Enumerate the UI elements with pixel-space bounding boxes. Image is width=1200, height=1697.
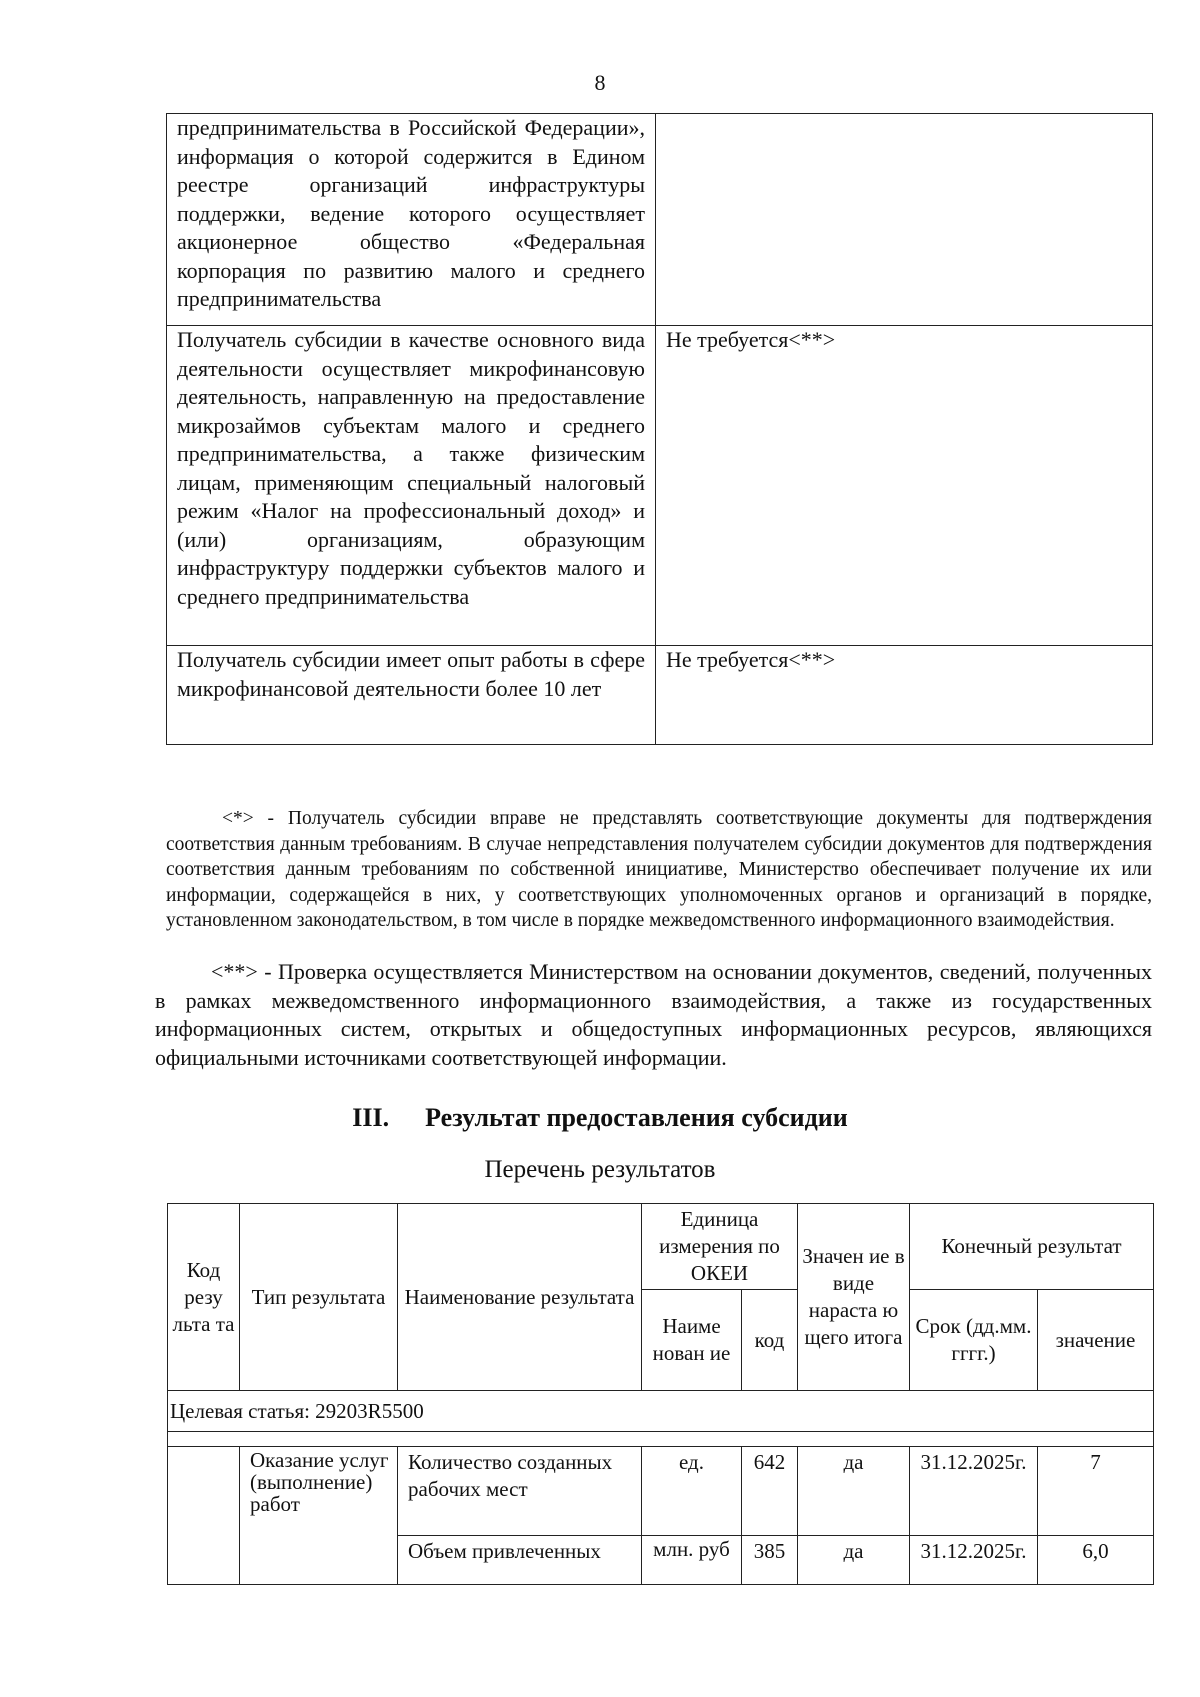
results-table	[167, 1203, 1154, 1585]
result-value: 6,0	[1038, 1536, 1154, 1585]
requirements-row	[167, 646, 1153, 745]
result-cumulative: да	[798, 1447, 910, 1536]
requirements-table	[166, 113, 1153, 745]
documents-cell: Не требуется<**>	[656, 646, 1153, 745]
header-final-value: значение	[1038, 1290, 1154, 1391]
requirements-row	[167, 326, 1153, 646]
footnote-double-asterisk	[155, 958, 1152, 1072]
result-value: 7	[1038, 1447, 1154, 1536]
result-name: Количество созданных рабочих мест	[398, 1447, 642, 1536]
requirement-cell: Получатель субсидии в качестве основного вида деятельности осуществляет микрофинансовую деятельность, направленную на предоставление микрозаймов субъектам малого и среднего предпринимательства, а также физическим лицам, применяющим специальный налоговый режим «Налог на профессиональный доход» и (или) организациям, образующим инфраструктуру поддержки субъектов малого и среднего предпринимательства	[167, 326, 656, 646]
results-list-title: Перечень результатов	[484, 1156, 716, 1183]
header-code: Код резу льта та	[168, 1204, 240, 1391]
documents-cell: Не требуется<**>	[656, 326, 1153, 646]
footnote-text: <*> - Получатель субсидии вправе не представлять соответствующие документы для подтверждения соответствия данным требованиям. В случае непредставления получателем субсидии документов для подтверждения соответствия данным требованиям по собственной инициативе, Министерство обеспечивает получение их или информации, содержащейся в них, у соответствующих уполномоченных органов и организаций в порядке, установленном законодательством, в том числе в порядке межведомственного информационного взаимодействия.	[166, 808, 1152, 931]
requirements-row	[167, 114, 1153, 326]
header-unit-name: Наиме нован ие	[642, 1290, 742, 1391]
requirement-cell: предпринимательства в Российской Федерации», информация о которой содержится в Едином реестре организаций инфраструктуры поддержки, ведение которого осуществляет акционерное общество «Федеральная корпорация по развитию малого и среднего предпринимательства	[167, 114, 656, 326]
target-article-row	[168, 1391, 1154, 1432]
section-heading	[0, 1103, 1200, 1133]
result-type: Оказание услуг (выполнение) работ	[240, 1447, 398, 1585]
section-title: Результат предоставления субсидии	[425, 1103, 848, 1132]
header-name: Наименование результата	[398, 1204, 642, 1391]
result-unit-code: 385	[742, 1536, 798, 1585]
results-header-row	[168, 1204, 1154, 1290]
target-article: Целевая статья: 29203R5500	[168, 1391, 1154, 1432]
spacer-cell	[168, 1432, 1154, 1447]
table-row	[168, 1447, 1154, 1536]
page-number: 8	[594, 70, 606, 95]
result-code	[168, 1447, 240, 1585]
result-date: 31.12.2025г.	[910, 1447, 1038, 1536]
result-unit-code: 642	[742, 1447, 798, 1536]
header-type: Тип результата	[240, 1204, 398, 1391]
section-number: III.	[352, 1103, 390, 1132]
requirement-cell: Получатель субсидии имеет опыт работы в сфере микрофинансовой деятельности более 10 лет	[167, 646, 656, 745]
result-cumulative: да	[798, 1536, 910, 1585]
result-name: Объем привлеченных	[398, 1536, 642, 1585]
result-unit-name: млн. руб	[642, 1536, 742, 1585]
header-final: Конечный результат	[910, 1204, 1154, 1290]
header-final-date: Срок (дд.мм. гггг.)	[910, 1290, 1038, 1391]
header-unit: Единица измерения по ОКЕИ	[642, 1204, 798, 1290]
footnote-single-asterisk	[166, 806, 1152, 934]
result-unit-name: ед.	[642, 1447, 742, 1536]
header-unit-code: код	[742, 1290, 798, 1391]
spacer-row	[168, 1432, 1154, 1447]
documents-cell	[656, 114, 1153, 326]
footnote-text: <**> - Проверка осуществляется Министерством на основании документов, сведений, полученных в рамках межведомственного информационного взаимодействия, а также из государственных информационных систем, открытых и общедоступных информационных ресурсов, являющихся официальными источниками соответствующей информации.	[155, 959, 1152, 1070]
header-cumulative: Значен ие в виде нараста ю щего итога	[798, 1204, 910, 1391]
result-date: 31.12.2025г.	[910, 1536, 1038, 1585]
